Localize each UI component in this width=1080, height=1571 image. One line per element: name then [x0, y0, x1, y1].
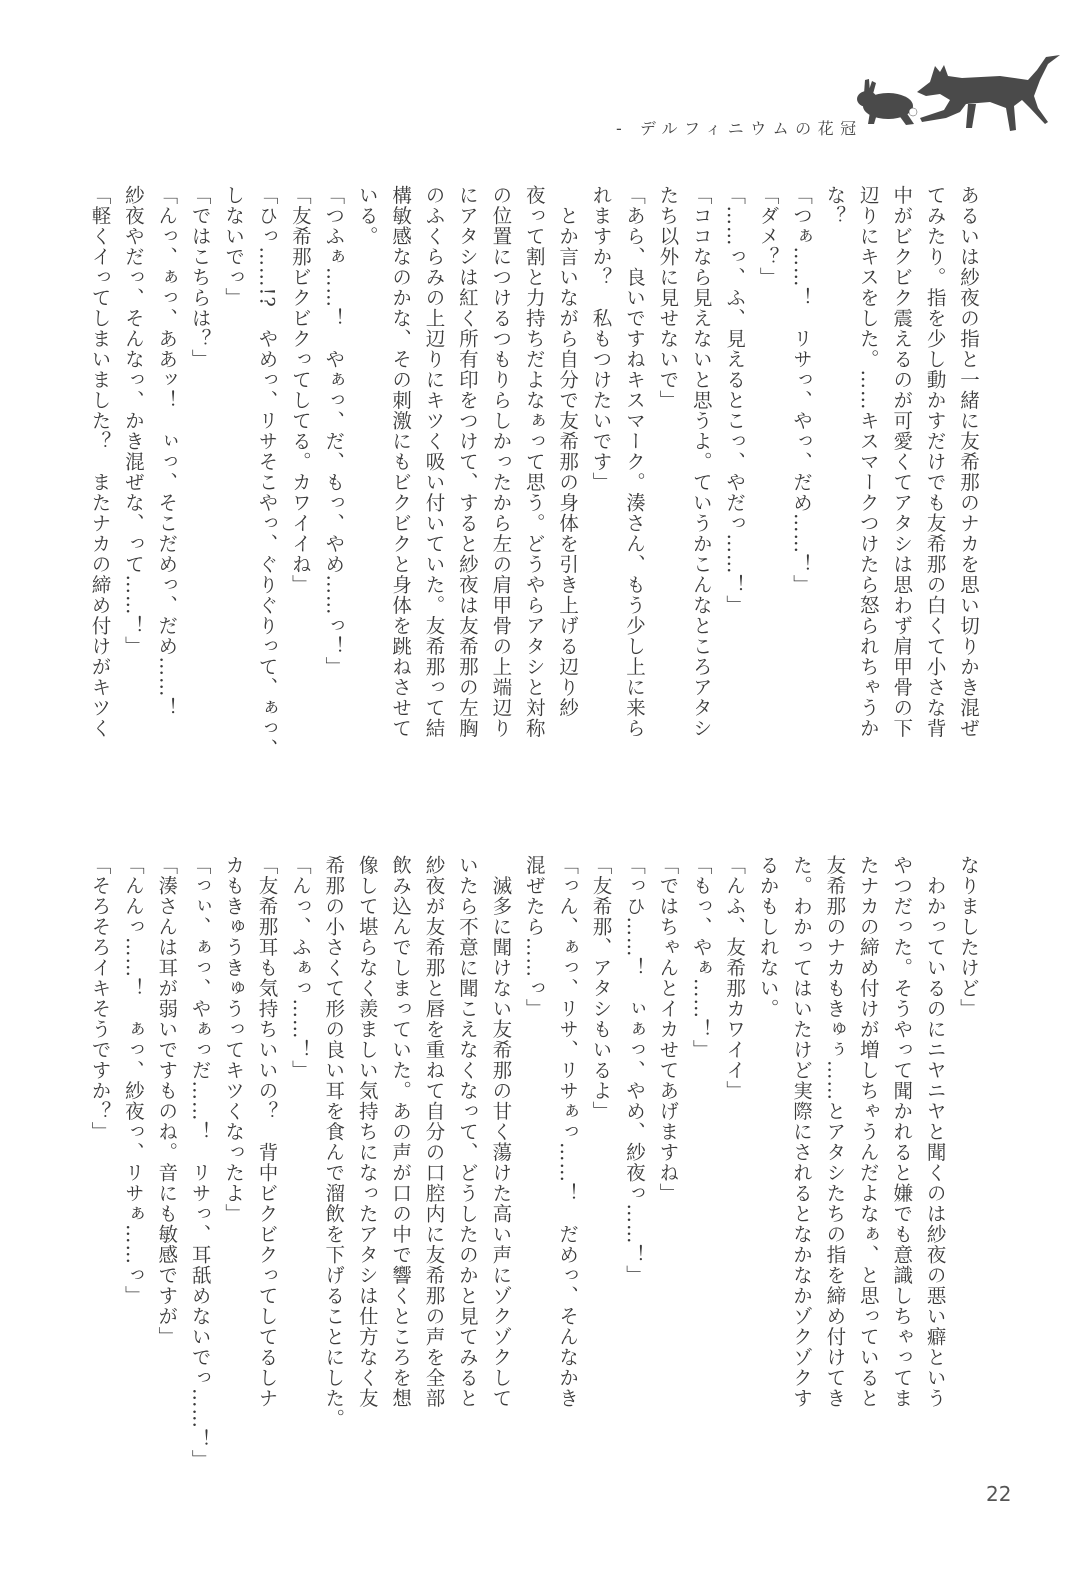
text-column: 「湊さんは耳が弱いですものね。音にも敏感ですが」 [155, 855, 179, 1347]
text-column: 辺りにキスをした。……キスマークつけたら怒られちゃうか [856, 185, 880, 739]
text-column: 「ココなら見えないと思うよ。ていうかこんなところアタシ [689, 185, 713, 739]
text-column: 「んっ、ぁっ、ああッ！ ぃっ、そこだめっ、だめ……！ [155, 185, 179, 718]
text-column: 紗夜やだっ、そんなっ、かき混ぜな、って……！」 [121, 185, 145, 657]
text-column: 中がビクビク震えるのが可愛くてアタシは思わず肩甲骨の下 [890, 185, 914, 739]
text-column: わかっているのにニヤニヤと聞くのは紗夜の悪い癖という [923, 855, 947, 1409]
page-number: 22 [986, 1482, 1012, 1506]
text-column: 「友希那、アタシもいるよ」 [589, 855, 613, 1122]
text-column: たナカの締め付けが増しちゃうんだよなぁ、と思っていると [856, 855, 880, 1409]
text-column: やつだった。そうやって聞かれると嫌でも意識しちゃってま [890, 855, 914, 1409]
text-column: の位置につけるつもりらしかったから左の肩甲骨の上端辺り [489, 185, 513, 739]
text-column: 「あら、良いですねキスマーク。湊さん、もう少し上に来ら [622, 185, 646, 739]
text-column: 「ダメ？」 [756, 185, 780, 288]
text-column: 「っん、ぁっ、リサ、リサぁっ……！ だめっ、そんなかき [556, 855, 580, 1409]
text-column: いたら不意に聞こえなくなって、どうしたのかと見てみると [455, 855, 479, 1409]
text-column: とか言いながら自分で友希那の身体を引き上げる辺り紗 [556, 185, 580, 718]
text-column: てみたり。指を少し動かすだけでも友希那の白くて小さな背 [923, 185, 947, 739]
text-column: あるいは紗夜の指と一緒に友希那のナカを思い切りかき混ぜ [957, 185, 980, 739]
text-column: れますか？ 私もつけたいです」 [589, 185, 613, 493]
text-column: しないでっ」 [222, 185, 246, 308]
text-column: 「ではちゃんとイカせてあげますね」 [656, 855, 680, 1204]
text-column: たち以外に見せないで」 [656, 185, 680, 411]
text-column: な？ [823, 185, 847, 226]
wolf-silhouette [917, 55, 1060, 131]
text-column: 飲み込んでしまっていた。あの声が口の中で響くところを想 [389, 855, 413, 1409]
lower-text-block [83, 855, 985, 1470]
text-column: 混ぜたら……っ」 [522, 855, 546, 1019]
text-column: 「んふ、友希那カワイイ」 [723, 855, 747, 1101]
text-column: カもきゅうきゅうってキツくなったよ」 [222, 855, 246, 1224]
text-column: 「軽くイってしまいました？ またナカの締め付けがキツく [88, 185, 112, 739]
rabbit-silhouette [857, 79, 914, 125]
text-column: 滅多に聞けない友希那の甘く蕩けた高い声にゾクゾクして [489, 855, 513, 1409]
text-column: 「友希那ビクビクってしてる。カワイイね」 [288, 185, 312, 595]
text-column: 「ひっ……!? やめっ、リサそこやっ、ぐりぐりって、ぁっ、 [255, 185, 279, 759]
text-column: 紗夜が友希那と唇を重ねて自分の口腔内に友希那の声を全部 [422, 855, 446, 1409]
text-column: 像して堪らなく羨ましい気持ちになったアタシは仕方なく友 [355, 855, 379, 1409]
text-column: 「ではこちらは？」 [188, 185, 212, 370]
text-column: のふくらみの上辺りにキツく吸い付いていた。友希那って結 [422, 185, 446, 739]
running-header-title: - デルフィニウムの花冠 [616, 119, 863, 138]
text-column: いる。 [355, 185, 379, 247]
text-column: た。わかってはいたけど実際にされるとなかなかゾクゾクす [789, 855, 813, 1409]
text-column: 「つふぁ……！ やぁっ、だ、もっ、やめ……っ！」 [322, 185, 346, 677]
text-column: 「もっ、やぁ……！」 [689, 855, 713, 1060]
text-column: 「友希那耳も気持ちいいの？ 背中ビクビクってしてるしナ [255, 855, 279, 1409]
rabbit-and-wolf-illustration [850, 45, 1065, 140]
text-column: 「……っ、ふ、見えるとこっ、やだっ……！」 [723, 185, 747, 616]
text-column: 「んんっ……！ ぁっ、紗夜っ、リサぁ……っ」 [121, 855, 145, 1306]
text-column: 「つぁ……！ リサっ、やっ、だめ……！」 [789, 185, 813, 595]
text-column: 「そろそろイキそうですか？」 [88, 855, 112, 1142]
text-column: 構敏感なのかな、その刺激にもビクビクと身体を跳ねさせて [389, 185, 413, 739]
upper-text-block [83, 185, 985, 785]
text-column: 「んっ、ふぁっ……！」 [288, 855, 312, 1081]
text-column: にアタシは紅く所有印をつけて、すると紗夜は友希那の左胸 [455, 185, 479, 739]
text-column: 友希那のナカもきゅぅ……とアタシたちの指を締め付けてき [823, 855, 847, 1409]
text-column: なりましたけど」 [957, 855, 980, 1019]
text-column: 希那の小さくて形の良い耳を食んで溜飲を下げることにした。 [322, 855, 346, 1429]
text-column: 「っぃ、ぁっ、やぁっだ……！ リサっ、耳舐めないでっ……！」 [188, 855, 212, 1470]
text-column: 夜って割と力持ちだよなぁって思う。どうやらアタシと対称 [522, 185, 546, 739]
text-column: るかもしれない。 [756, 855, 780, 1019]
text-column: 「っひ……！ ぃぁっ、やめ、紗夜っ……！」 [622, 855, 646, 1286]
